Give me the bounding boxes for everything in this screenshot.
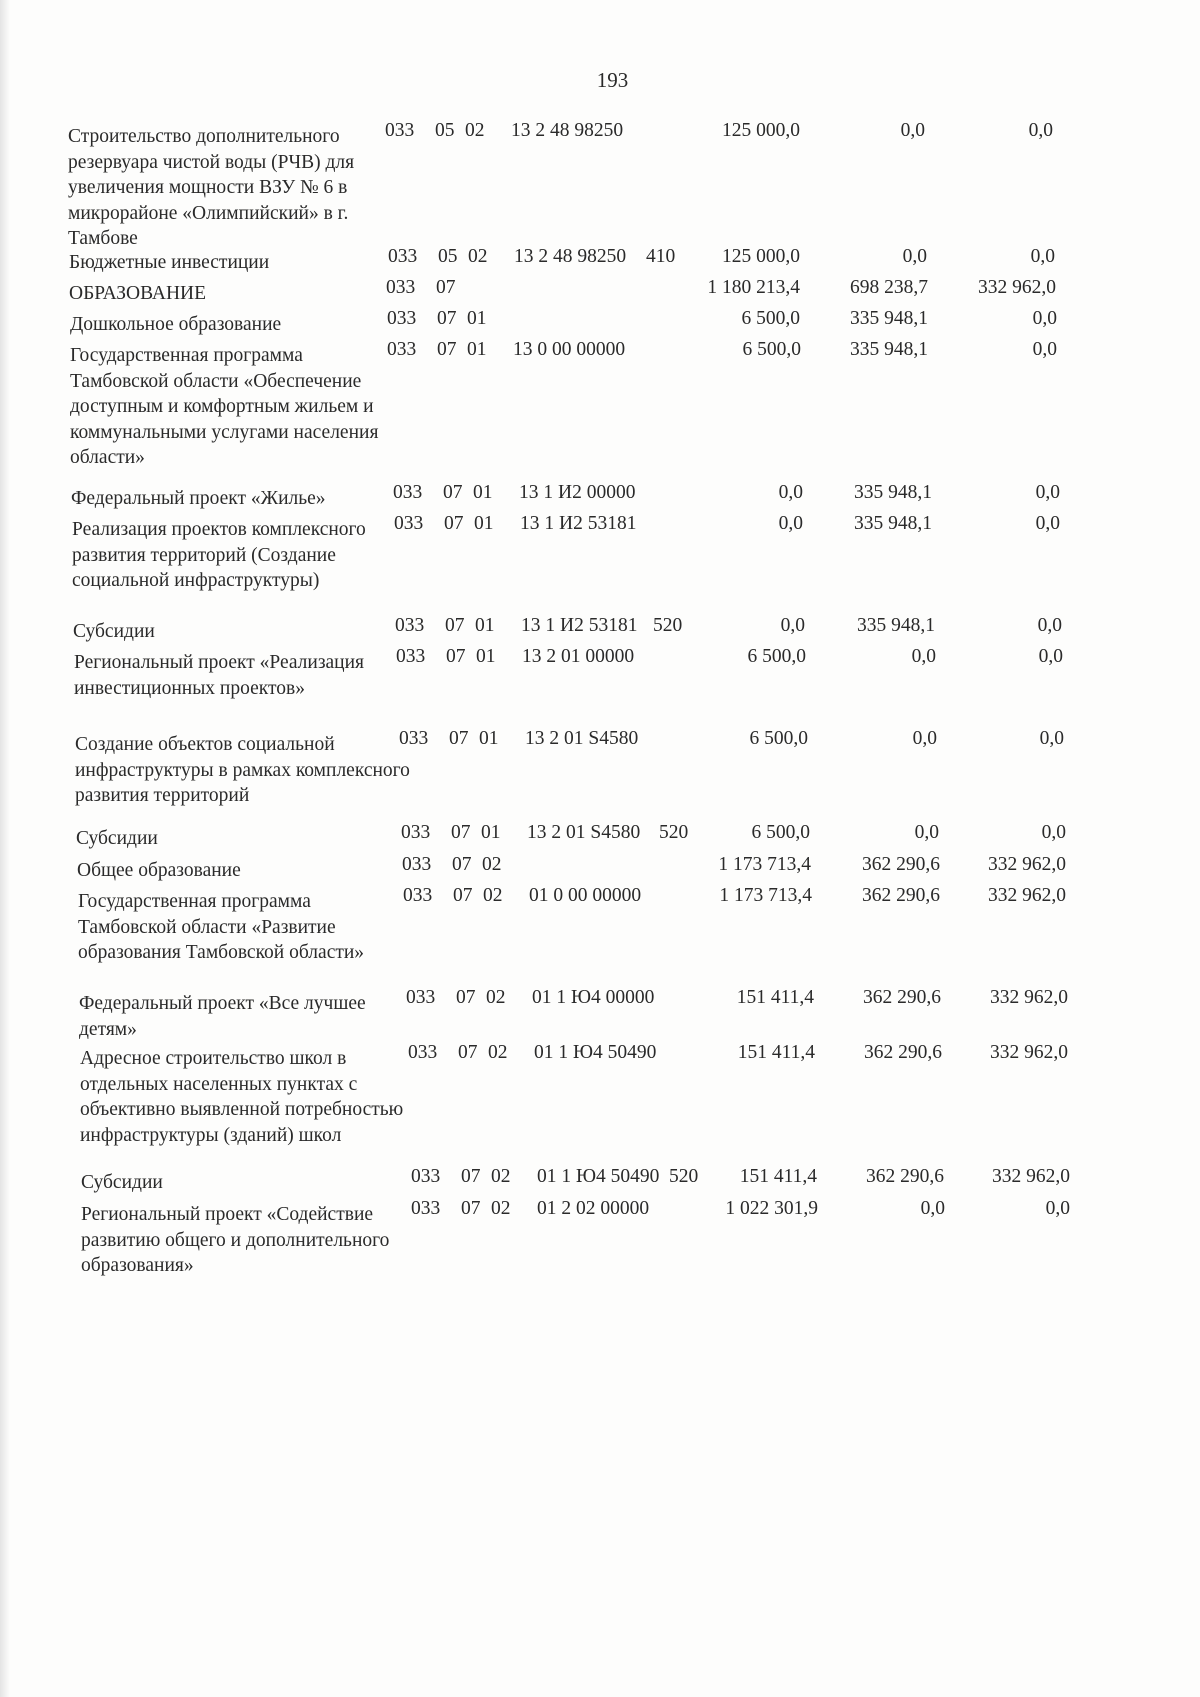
code-expense-kind: 520	[659, 822, 689, 843]
amount-2023: 6 500,0	[742, 339, 801, 360]
code-gov: 033	[388, 246, 418, 267]
amount-2025: 0,0	[1038, 646, 1063, 667]
code-target: 13 0 00 00000	[513, 339, 626, 360]
code-subsection: 01	[481, 822, 501, 843]
amount-2025: 0,0	[1041, 822, 1066, 843]
amount-2024: 335 948,1	[850, 339, 928, 360]
code-subsection: 01	[475, 615, 495, 636]
code-subsection: 01	[476, 646, 496, 667]
amount-2025: 0,0	[1035, 513, 1060, 534]
code-subsection: 01	[474, 513, 494, 534]
amount-2024: 0,0	[914, 822, 939, 843]
amount-2024: 0,0	[911, 646, 936, 667]
code-subsection: 01	[467, 308, 487, 329]
code-section: 07	[444, 513, 464, 534]
code-target: 01 1 Ю4 50490	[534, 1042, 657, 1063]
code-gov: 033	[386, 277, 416, 298]
row-name: Адресное строительство школ в отдельных населенных пунктах с объективно выявленной потребностью инфраструктуры (зданий) школ	[80, 1048, 404, 1146]
row-name: Реализация проектов комплексного развития территорий (Создание социальной инфраструктуры)	[72, 519, 366, 591]
amount-2023: 6 500,0	[749, 728, 808, 749]
code-gov: 033	[387, 308, 417, 329]
amount-2025: 0,0	[1032, 308, 1057, 329]
row-name: Субсидии	[81, 1172, 163, 1193]
amount-2023: 0,0	[780, 615, 805, 636]
code-section: 07	[443, 482, 463, 503]
amount-2023: 125 000,0	[722, 246, 800, 267]
code-target: 13 1 И2 00000	[519, 482, 636, 503]
amount-2023: 151 411,4	[737, 1042, 815, 1063]
code-target: 13 2 01 00000	[522, 646, 635, 667]
amount-2025: 0,0	[1039, 728, 1064, 749]
amount-2024: 362 290,6	[863, 987, 941, 1008]
amount-2025: 0,0	[1030, 246, 1055, 267]
amount-2025: 332 962,0	[988, 854, 1066, 875]
amount-2025: 0,0	[1045, 1198, 1070, 1219]
amount-2023: 1 173 713,4	[718, 854, 811, 875]
row-name: Федеральный проект «Жилье»	[71, 488, 326, 509]
code-target: 01 1 Ю4 50490	[537, 1166, 660, 1187]
amount-2025: 0,0	[1028, 120, 1053, 141]
row-name: Строительство дополнительного резервуара чистой воды (РЧВ) для увеличения мощности ВЗУ № 6 в микрорайоне «Олимпийский» в г. Тамбове	[68, 126, 355, 249]
code-gov: 033	[385, 120, 415, 141]
row-name: Федеральный проект «Все лучшее детям»	[79, 993, 366, 1040]
amount-2023: 1 022 301,9	[725, 1198, 818, 1219]
code-subsection: 02	[483, 885, 503, 906]
code-section: 07	[453, 885, 473, 906]
code-subsection: 01	[479, 728, 499, 749]
row-name: Субсидии	[73, 621, 155, 642]
amount-2023: 125 000,0	[722, 120, 800, 141]
code-gov: 033	[394, 513, 424, 534]
code-section: 07	[452, 854, 472, 875]
amount-2024: 335 948,1	[850, 308, 928, 329]
amount-2025: 332 962,0	[988, 885, 1066, 906]
code-section: 07	[449, 728, 469, 749]
amount-2023: 151 411,4	[736, 987, 814, 1008]
code-gov: 033	[411, 1198, 441, 1219]
code-target: 01 2 02 00000	[537, 1198, 650, 1219]
code-gov: 033	[403, 885, 433, 906]
amount-2025: 332 962,0	[978, 277, 1056, 298]
amount-2025: 0,0	[1037, 615, 1062, 636]
amount-2023: 0,0	[778, 482, 803, 503]
row-name: Создание объектов социальной инфраструктуры в рамках комплексного развития территорий	[75, 734, 410, 806]
amount-2024: 362 290,6	[864, 1042, 942, 1063]
code-subsection: 02	[465, 120, 485, 141]
code-subsection: 02	[491, 1198, 511, 1219]
code-section: 07	[456, 987, 476, 1008]
code-target: 13 2 01 S4580	[527, 822, 641, 843]
amount-2025: 332 962,0	[990, 1042, 1068, 1063]
code-gov: 033	[402, 854, 432, 875]
code-target: 01 1 Ю4 00000	[532, 987, 655, 1008]
code-subsection: 02	[491, 1166, 511, 1187]
amount-2025: 0,0	[1032, 339, 1057, 360]
code-section: 07	[445, 615, 465, 636]
row-name: Региональный проект «Содействие развитию общего и дополнительного образования»	[81, 1204, 390, 1276]
amount-2024: 0,0	[920, 1198, 945, 1219]
amount-2024: 362 290,6	[862, 885, 940, 906]
code-subsection: 02	[482, 854, 502, 875]
code-gov: 033	[395, 615, 425, 636]
amount-2024: 335 948,1	[854, 513, 932, 534]
code-gov: 033	[393, 482, 423, 503]
code-subsection: 01	[473, 482, 493, 503]
code-section: 07	[436, 277, 456, 298]
code-target: 13 2 01 S4580	[525, 728, 639, 749]
code-target: 13 1 И2 53181	[521, 615, 638, 636]
amount-2023: 1 173 713,4	[719, 885, 812, 906]
code-gov: 033	[411, 1166, 441, 1187]
code-subsection: 02	[486, 987, 506, 1008]
amount-2025: 332 962,0	[992, 1166, 1070, 1187]
amount-2024: 362 290,6	[866, 1166, 944, 1187]
code-expense-kind: 520	[669, 1166, 699, 1187]
code-gov: 033	[399, 728, 429, 749]
code-section: 07	[461, 1166, 481, 1187]
code-section: 07	[461, 1198, 481, 1219]
amount-2023: 1 180 213,4	[707, 277, 800, 298]
amount-2023: 151 411,4	[739, 1166, 817, 1187]
code-subsection: 02	[468, 246, 488, 267]
code-subsection: 02	[488, 1042, 508, 1063]
code-expense-kind: 410	[646, 246, 676, 267]
amount-2024: 0,0	[912, 728, 937, 749]
code-target: 13 1 И2 53181	[520, 513, 637, 534]
code-target: 13 2 48 98250	[514, 246, 627, 267]
code-section: 07	[437, 339, 457, 360]
code-section: 07	[437, 308, 457, 329]
amount-2025: 332 962,0	[990, 987, 1068, 1008]
code-target: 13 2 48 98250	[511, 120, 624, 141]
amount-2023: 0,0	[778, 513, 803, 534]
code-section: 07	[458, 1042, 478, 1063]
row-name: Государственная программа Тамбовской области «Развитие образования Тамбовской области»	[78, 891, 365, 963]
code-target: 01 0 00 00000	[529, 885, 642, 906]
amount-2023: 6 500,0	[747, 646, 806, 667]
code-gov: 033	[396, 646, 426, 667]
amount-2024: 362 290,6	[862, 854, 940, 875]
row-name: ОБРАЗОВАНИЕ	[69, 283, 207, 304]
scan-edge-shadow	[0, 0, 10, 1697]
code-expense-kind: 520	[653, 615, 683, 636]
amount-2024: 0,0	[900, 120, 925, 141]
amount-2024: 698 238,7	[850, 277, 928, 298]
row-name: Субсидии	[76, 828, 158, 849]
code-subsection: 01	[467, 339, 487, 360]
page-number: 193	[596, 68, 629, 92]
row-name: Региональный проект «Реализация инвестиционных проектов»	[74, 652, 365, 699]
amount-2023: 6 500,0	[751, 822, 810, 843]
row-name: Дошкольное образование	[70, 314, 282, 335]
code-gov: 033	[401, 822, 431, 843]
amount-2024: 0,0	[902, 246, 927, 267]
code-gov: 033	[387, 339, 417, 360]
row-name: Бюджетные инвестиции	[69, 252, 270, 273]
code-section: 05	[438, 246, 458, 267]
code-section: 07	[451, 822, 471, 843]
amount-2024: 335 948,1	[857, 615, 935, 636]
amount-2025: 0,0	[1035, 482, 1060, 503]
code-gov: 033	[408, 1042, 438, 1063]
amount-2023: 6 500,0	[741, 308, 800, 329]
row-name: Общее образование	[77, 860, 241, 881]
code-gov: 033	[406, 987, 436, 1008]
code-section: 07	[446, 646, 466, 667]
amount-2024: 335 948,1	[854, 482, 932, 503]
row-name: Государственная программа Тамбовской области «Обеспечение доступным и комфортным жильем и коммунальными услугами населения области»	[70, 345, 379, 468]
code-section: 05	[435, 120, 455, 141]
